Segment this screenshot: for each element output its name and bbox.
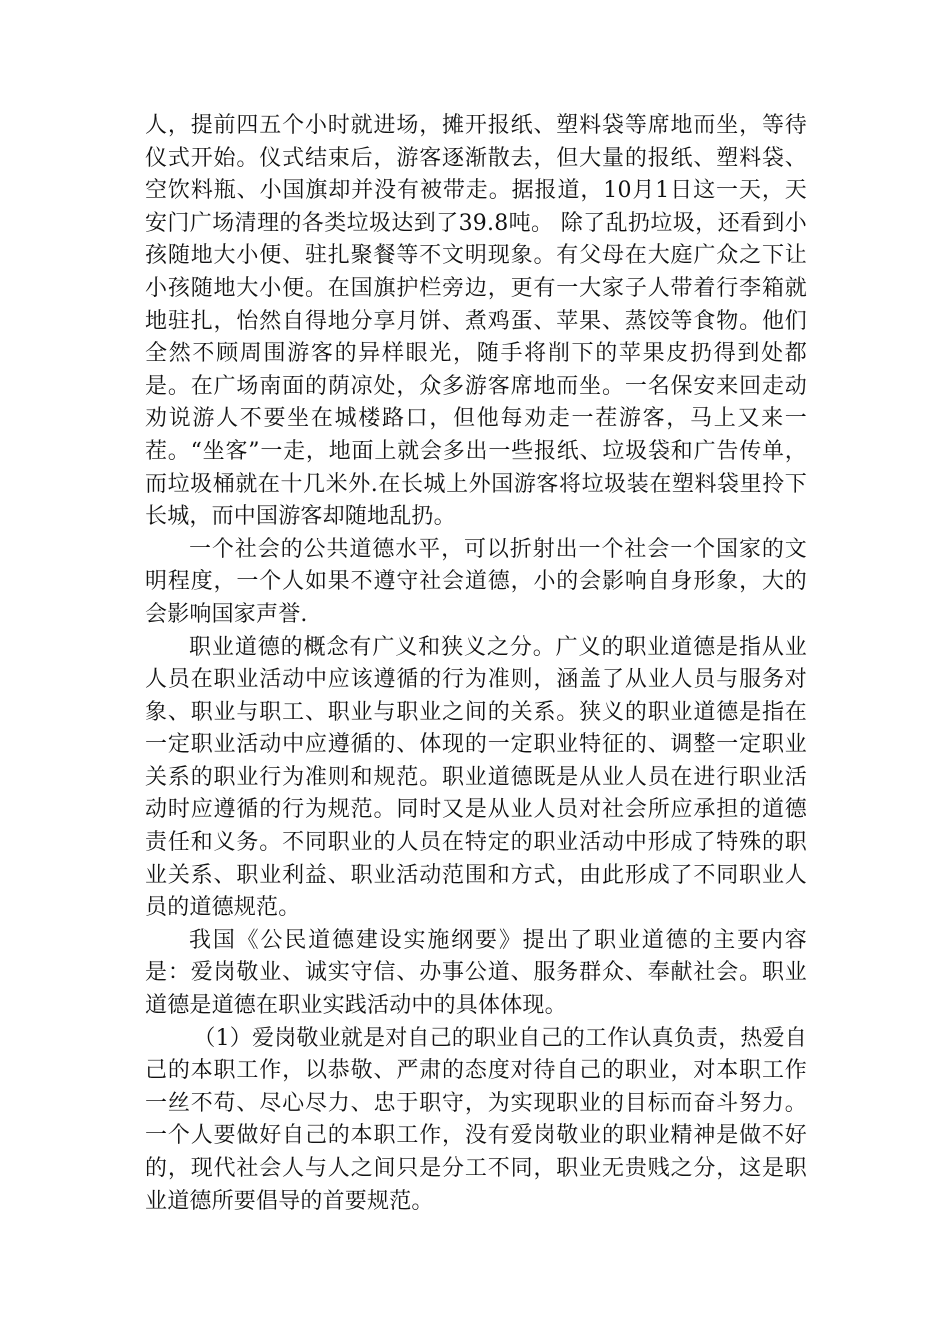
document-body [145,110,807,1218]
paragraph-ethics-outline: 我国《公民道德建设实施纲要》提出了职业道德的主要内容是：爱岗敬业、诚实守信、办事公道、服务群众、奉献社会。职业道德是道德在职业实践活动中的具体体现。 [145,927,807,1019]
paragraph-dedication: （1）爱岗敬业就是对自己的职业自己的工作认真负责，热爱自己的本职工作，以恭敬、严肃的态度对待自己的职业，对本职工作一丝不苟、尽心尽力、忠于职守，为实现职业的目标而奋斗努力。一个人要做好自己的本职工作，没有爱岗敬业的职业精神是做不好的，现代社会人与人之间只是分工不同，职业无贵贱之分，这是职业道德所要倡导的首要规范。 [145,1025,807,1214]
paragraph-tiananmen-litter: 人，提前四五个小时就进场，摊开报纸、塑料袋等席地而坐，等待仪式开始。仪式结束后，游客逐渐散去，但大量的报纸、塑料袋、空饮料瓶、小国旗却并没有被带走。据报道，10月1日这一天，天安门广场清理的各类垃圾达到了39.8吨。 除了乱扔垃圾，还看到小孩随地大小便、驻扎聚餐等不文明现象。有父母在大庭广众之下让小孩随地大小便。在国旗护栏旁边，更有一大家子人带着行李箱就地驻扎，怡然自得地分享月饼、煮鸡蛋、苹果、蒸饺等食物。他们全然不顾周围游客的异样眼光，随手将削下的苹果皮扔得到处都是。在广场南面的荫凉处，众多游客席地而坐。一名保安来回走动劝说游人不要坐在城楼路口，但他每劝走一茬游客，马上又来一茬。“坐客”一走，地面上就会多出一些报纸、垃圾袋和广告传单，而垃圾桶就在十几米外.在长城上外国游客将垃圾装在塑料袋里拎下长城，而中国游客却随地乱扔。 [145,113,807,530]
paragraph-public-morality: 一个社会的公共道德水平，可以折射出一个社会一个国家的文明程度，一个人如果不遵守社会道德，小的会影响自身形象，大的会影响国家声誉. [145,536,807,627]
paragraph-professional-ethics-definition: 职业道德的概念有广义和狭义之分。广义的职业道德是指从业人员在职业活动中应该遵循的行为准则，涵盖了从业人员与服务对象、职业与职工、职业与职业之间的关系。狭义的职业道德是指在一定职业活动中应遵循的、体现的一定职业特征的、调整一定职业关系的职业行为准则和规范。职业道德既是从业人员在进行职业活动时应遵循的行为规范。同时又是从业人员对社会所应承担的道德责任和义务。不同职业的人员在特定的职业活动中形成了特殊的职业关系、职业利益、职业活动范围和方式，由此形成了不同职业人员的道德规范。 [145,634,807,921]
